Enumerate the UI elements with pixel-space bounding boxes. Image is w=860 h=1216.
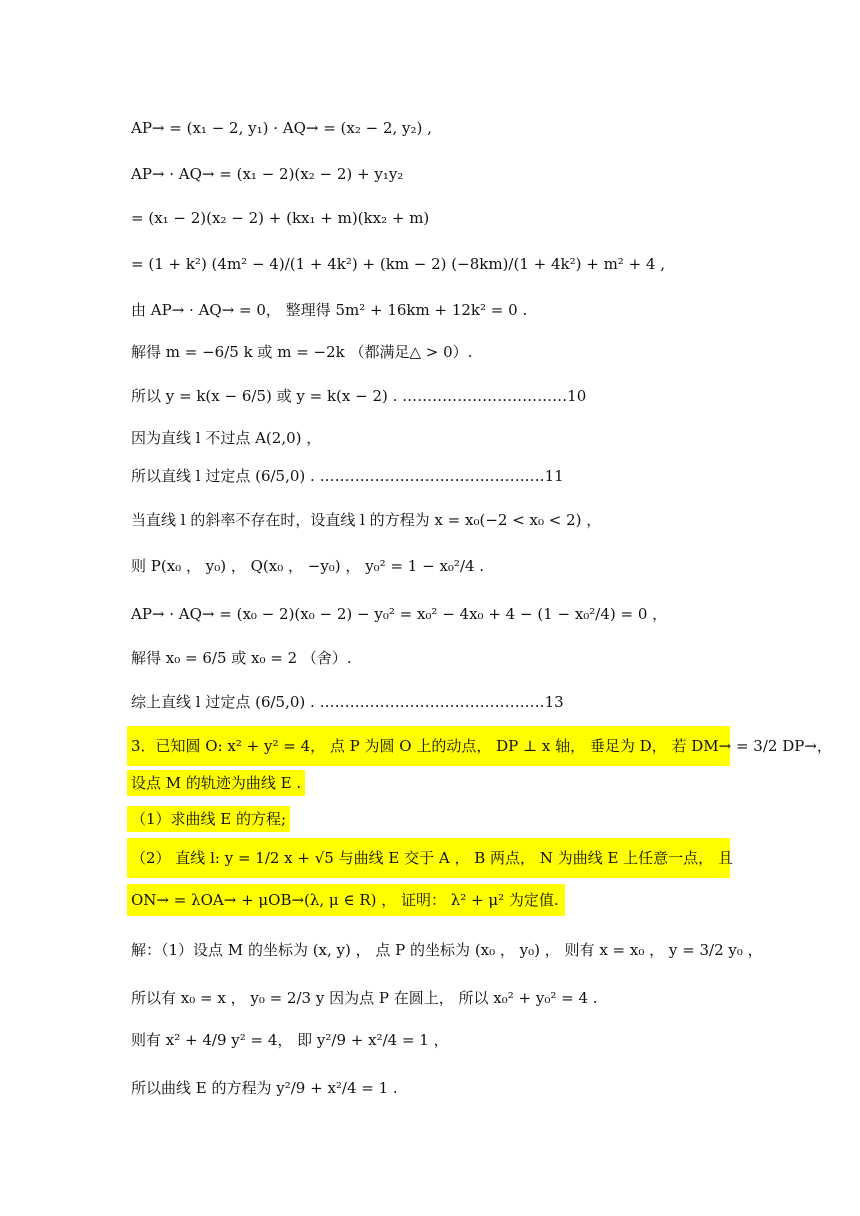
- solution-line: 所以曲线 E 的方程为 y²/9 + x²/4 = 1 .: [131, 1079, 398, 1097]
- text-line: 则 P(x₀ ， y₀) ， Q(x₀ ， −y₀) ， y₀² = 1 − x₀²/4 .: [131, 557, 485, 575]
- text-line: 由 AP→ · AQ→ = 0， 整理得 5m² + 16km + 12k² = 0 .: [131, 301, 528, 319]
- text-line: AP→ = (x₁ − 2, y₁) · AQ→ = (x₂ − 2, y₂) ,: [131, 119, 432, 137]
- problem-statement-highlight: [127, 770, 305, 796]
- problem-line: ON→ = λOA→ + μOB→(λ, μ ∈ R) ， 证明： λ² + μ² 为定值.: [131, 891, 559, 909]
- text-line: 解得 x₀ = 6/5 或 x₀ = 2 （舍）.: [131, 649, 352, 667]
- problem-line: 设点 M 的轨迹为曲线 E .: [131, 774, 302, 792]
- subquestion-highlight: [127, 838, 733, 878]
- text-line: 所以 y = k(x − 6/5) 或 y = k(x − 2) . ……………………………10: [131, 387, 587, 405]
- text-line: AP→ · AQ→ = (x₁ − 2)(x₂ − 2) + y₁y₂: [131, 165, 404, 183]
- problem-line: 3．已知圆 O: x² + y² = 4， 点 P 为圆 O 上的动点， DP ⊥ x 轴， 垂足为 D， 若 DM→ = 3/2 DP→，: [131, 737, 832, 755]
- text-line: 因为直线 l 不过点 A(2,0) ，: [131, 429, 322, 447]
- solution-line: 所以有 x₀ = x ， y₀ = 2/3 y 因为点 P 在圆上， 所以 x₀² + y₀² = 4 .: [131, 989, 598, 1007]
- text-line: 综上直线 l 过定点 (6/5,0) . ………………………………………13: [131, 693, 564, 711]
- text-line: 解得 m = −6/5 k 或 m = −2k （都满足△ > 0）.: [131, 343, 473, 361]
- solution-line: 则有 x² + 4/9 y² = 4， 即 y²/9 + x²/4 = 1 ，: [131, 1031, 449, 1049]
- problem-line: （2） 直线 l: y = 1/2 x + √5 与曲线 E 交于 A ， B 两点， N 为曲线 E 上任意一点， 且: [131, 849, 733, 867]
- text-line: = (1 + k²) (4m² − 4)/(1 + 4k²) + (km − 2) (−8km)/(1 + 4k²) + m² + 4 ,: [131, 255, 665, 273]
- text-line: AP→ · AQ→ = (x₀ − 2)(x₀ − 2) − y₀² = x₀² − 4x₀ + 4 − (1 − x₀²/4) = 0 ，: [131, 605, 668, 623]
- subquestion-highlight: [127, 806, 290, 832]
- text-line: 所以直线 l 过定点 (6/5,0) . ………………………………………11: [131, 467, 564, 485]
- solution-line: 解：（1）设点 M 的坐标为 (x, y) ， 点 P 的坐标为 (x₀ ， y₀) ， 则有 x = x₀ ， y = 3/2 y₀ ，: [131, 941, 763, 959]
- problem-line: （1）求曲线 E 的方程;: [131, 810, 287, 828]
- subquestion-highlight: [127, 884, 565, 916]
- text-line: = (x₁ − 2)(x₂ − 2) + (kx₁ + m)(kx₂ + m): [131, 209, 430, 227]
- text-line: 当直线 l 的斜率不存在时，设直线 l 的方程为 x = x₀(−2 < x₀ < 2) ，: [131, 511, 602, 529]
- problem-statement-highlight: [127, 726, 832, 766]
